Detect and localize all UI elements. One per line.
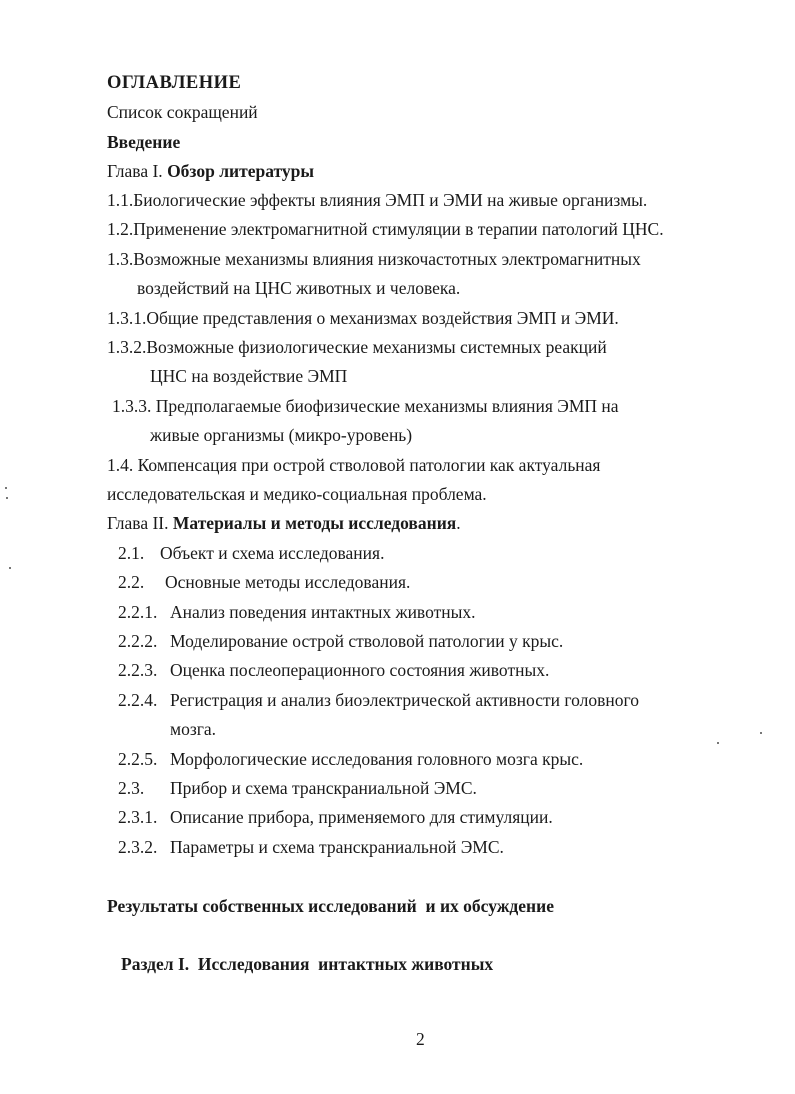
toc-item-2-2-1-number: 2.2.1.	[118, 602, 158, 622]
toc-item-1-2: 1.2.Применение электромагнитной стимуляции в терапии патологий ЦНС.	[107, 219, 664, 239]
chapter-2-prefix: Глава II.	[107, 513, 173, 533]
toc-item-2-3: Прибор и схема транскраниальной ЭМС.	[170, 778, 477, 798]
page-number: 2	[416, 1029, 425, 1049]
toc-item-2-3-1: Описание прибора, применяемого для стимуляции.	[170, 807, 553, 827]
scan-speck	[9, 567, 11, 569]
toc-item-1-3-2-line2: ЦНС на воздействие ЭМП	[150, 366, 348, 386]
toc-item-2-2-5-number: 2.2.5.	[118, 749, 158, 769]
toc-item-2-2-2-number: 2.2.2.	[118, 631, 158, 651]
toc-section-1-heading: Раздел I. Исследования интактных животных	[121, 954, 494, 974]
toc-item-1-3-1: 1.3.1.Общие представления о механизмах воздействия ЭМП и ЭМИ.	[107, 308, 619, 328]
toc-chapter-2	[107, 513, 461, 533]
scan-speck	[717, 742, 719, 744]
toc-heading: ОГЛАВЛЕНИЕ	[107, 73, 242, 93]
toc-item-2-2-4-line2: мозга.	[170, 719, 217, 739]
toc-item-2-2-4-line1: Регистрация и анализ биоэлектрической активности головного	[170, 690, 639, 710]
toc-item-2-3-number: 2.3.	[118, 778, 145, 798]
scan-speck	[6, 497, 8, 499]
chapter-1-prefix: Глава I.	[107, 161, 168, 181]
toc-item-2-2-2: Моделирование острой стволовой патологии у крыс.	[170, 631, 564, 651]
toc-item-2-3-1-number: 2.3.1.	[118, 807, 158, 827]
toc-item-2-3-2-number: 2.3.2.	[118, 837, 158, 857]
toc-item-2-2-3-number: 2.2.3.	[118, 660, 158, 680]
toc-item-2-2-1: Анализ поведения интактных животных.	[170, 602, 476, 622]
chapter-2-title: Материалы и методы исследования	[172, 513, 457, 533]
chapter-2-dot: .	[456, 513, 461, 533]
toc-item-2-2: Основные методы исследования.	[165, 572, 411, 592]
toc-item-1-3-line1: 1.3.Возможные механизмы влияния низкочастотных электромагнитных	[107, 249, 641, 269]
scan-speck	[5, 487, 7, 489]
toc-item-2-1: Объект и схема исследования.	[160, 543, 385, 563]
toc-item-2-2-4-number: 2.2.4.	[118, 690, 158, 710]
toc-item-2-2-5: Морфологические исследования головного мозга крыс.	[170, 749, 584, 769]
toc-item-1-4-line2: исследовательская и медико-социальная проблема.	[107, 484, 487, 504]
toc-item-1-4-line1: 1.4. Компенсация при острой стволовой патологии как актуальная	[107, 455, 601, 475]
toc-item-1-3-3-line2: живые организмы (микро-уровень)	[150, 425, 413, 445]
toc-chapter-1	[107, 161, 314, 181]
scan-speck	[760, 732, 762, 734]
toc-introduction: Введение	[107, 132, 181, 152]
toc-item-2-3-2: Параметры и схема транскраниальной ЭМС.	[170, 837, 504, 857]
toc-item-2-2-3: Оценка послеоперационного состояния животных.	[170, 660, 550, 680]
toc-abbreviations: Список сокращений	[107, 102, 258, 122]
toc-item-2-2-number: 2.2.	[118, 572, 145, 592]
toc-item-1-3-line2: воздействий на ЦНС животных и человека.	[137, 278, 461, 298]
toc-item-1-3-2-line1: 1.3.2.Возможные физиологические механизмы системных реакций	[107, 337, 607, 357]
toc-item-1-3-3-line1: 1.3.3. Предполагаемые биофизические механизмы влияния ЭМП на	[112, 396, 619, 416]
toc-item-1-1: 1.1.Биологические эффекты влияния ЭМП и ЭМИ на живые организмы.	[107, 190, 648, 210]
toc-item-2-1-number: 2.1.	[118, 543, 145, 563]
chapter-1-title: Обзор литературы	[167, 161, 315, 181]
toc-results-heading: Результаты собственных исследований и их обсуждение	[107, 896, 554, 916]
